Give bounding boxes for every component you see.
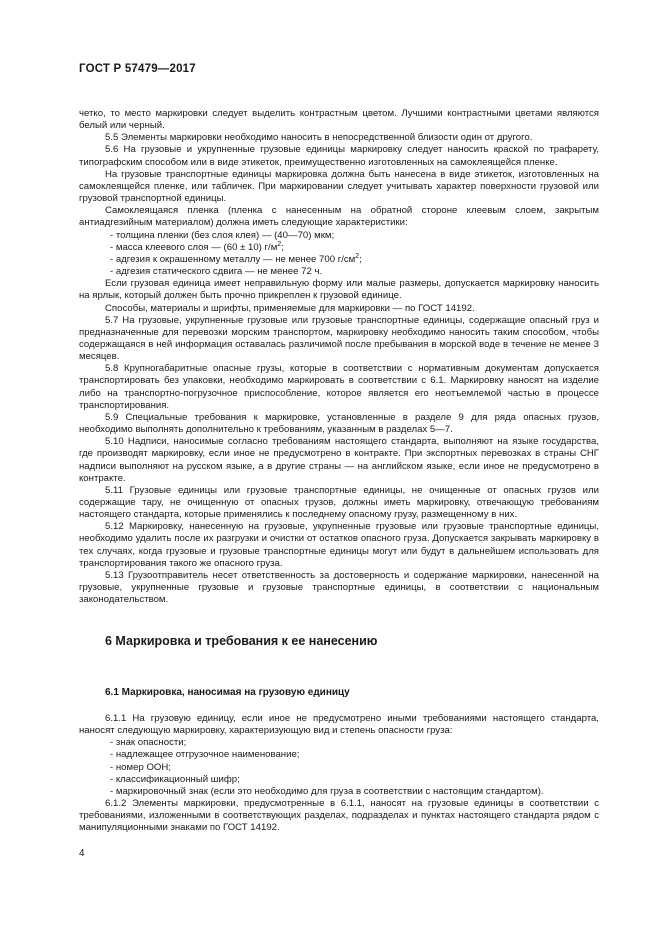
paragraph: 5.7 На грузовые, укрупненные грузовые или грузовые транспортные единицы, содержащие опасный груз и предназначенные для перевозки морским транспортом, маркировку необходимо наносить таким способом, чтобы содержащаяся в ней информация оставалась различимой после пребывания в морской воде в течение не менее 3 месяцев. — [79, 314, 599, 363]
list-item: - толщина пленки (без слоя клея) — (40—70) мкм; — [79, 230, 599, 242]
list-item: - надлежащее отгрузочное наименование; — [79, 749, 599, 761]
paragraph: На грузовые транспортные единицы маркировка должна быть нанесена в виде этикеток, изготовленных на самоклеящейся пленке, или табличек. При маркировании следует учитывать характер поверхности грузовой или грузовой транспортной единицы. — [79, 168, 599, 205]
paragraph: Способы, материалы и шрифты, применяемые для маркировки — по ГОСТ 14192. — [105, 302, 475, 314]
paragraph: 5.13 Грузоотправитель несет ответственность за достоверность и содержание маркировки, нанесенной на грузовые, укрупненные грузовые и грузовые транспортные единицы, в соответствии с национальным законодательством. — [79, 569, 599, 606]
document-header: ГОСТ Р 57479—2017 — [79, 63, 196, 75]
section-title: 6 Маркировка и требования к ее нанесению — [105, 634, 378, 648]
paragraph: 5.10 Надписи, наносимые согласно требованиям настоящего стандарта, выполняют на языке государства, где производят маркировку, если иное не предусмотрено в контракте. При экспортных перевозках в страны СНГ надписи выполняют на русском языке, а в другие страны — на английском языке, если иное не предусмотрено в контракте. — [79, 436, 599, 484]
paragraph: четко, то место маркировки следует выделить контрастным цветом. Лучшими контрастными цветами являются белый или черный. — [79, 108, 599, 132]
paragraph: 6.1.1 На грузовую единицу, если иное не предусмотрено иными требованиями настоящего стандарта, наносят следующую маркировку, характеризующую вид и степень опасности груза: — [79, 713, 599, 737]
subsection-title: 6.1 Маркировка, наносимая на грузовую единицу — [105, 687, 350, 698]
paragraph: 5.11 Грузовые единицы или грузовые транспортные единицы, не очищенные от опасных грузов или содержащие тару, не очищенную от опасных грузов, должны иметь маркировку, отвечающую требованиям настоящего стандарта, которые применялись к последнему опасному грузу, размещенному в них. — [79, 484, 599, 521]
paragraph: 5.6 На грузовые и укрупненные грузовые единицы маркировку следует наносить краской по трафарету, типографским способом или в виде этикеток, преимущественно изготовленных на самоклеящейся пленке. — [79, 144, 599, 168]
list-item: - номер ООН; — [79, 762, 599, 774]
paragraph: Если грузовая единица имеет неправильную форму или малые размеры, допускается маркировку наносить на ярлык, который должен быть прочно прикреплен к грузовой единице. — [79, 278, 599, 302]
page-number: 4 — [79, 848, 85, 859]
list-item: - знак опасности; — [79, 737, 599, 749]
paragraph: 5.12 Маркировку, нанесенную на грузовые, укрупненные грузовые или грузовые транспортные единицы, необходимо удалить после их разгрузки и очистки от остатков опасного груза. Допускается закрывать маркировку в тех случаях, когда грузовые и грузовые транспортные единицы могут или будут в дальнейшем использовать для транспортирования такого же опасного груза. — [79, 521, 599, 569]
list-item: - классификационный шифр; — [79, 774, 599, 786]
paragraph: 6.1.2 Элементы маркировки, предусмотренные в 6.1.1, наносят на грузовые единицы в соответствии с требованиями, изложенными в соответствующих разделах, подразделах и пунктах настоящего стандарта рядом с манипуляционными знаками по ГОСТ 14192. — [79, 798, 599, 834]
list-item: - масса клеевого слоя — (60 ± 10) $г/м^2$; — [79, 242, 599, 254]
body-text-section-6 — [79, 713, 599, 835]
list-item: - адгезия к окрашенному металлу — не менее 700 $г/см^2$; — [79, 254, 599, 266]
list-item: - адгезия статического сдвига — не менее 72 ч. — [79, 266, 599, 278]
paragraph: 5.8 Крупногабаритные опасные грузы, которые в соответствии с нормативным документам допускается транспортировать без упаковки, необходимо маркировать в соответствии с 6.1. Маркировку наносят на изделие либо на транспортно-погрузочное приспособление, которое является его неотъемлемой частью в процессе транспортирования. — [79, 363, 599, 411]
list-item: - маркировочный знак (если это необходимо для груза в соответствии с настоящим стандартом). — [79, 786, 599, 798]
paragraph: 5.5 Элементы маркировки необходимо наносить в непосредственной близости один от другого. — [105, 132, 533, 144]
paragraph: Самоклеящаяся пленка (пленка с нанесенным на обратной стороне клеевым слоем, закрытым антиадгезийным материалом) должна иметь следующие характеристики: — [79, 205, 599, 229]
paragraph: 5.9 Специальные требования к маркировке, установленные в разделе 9 для ряда опасных грузов, необходимо выполнять дополнительно к требованиям, указанным в разделах 5—7. — [79, 411, 599, 436]
body-text — [79, 108, 599, 606]
